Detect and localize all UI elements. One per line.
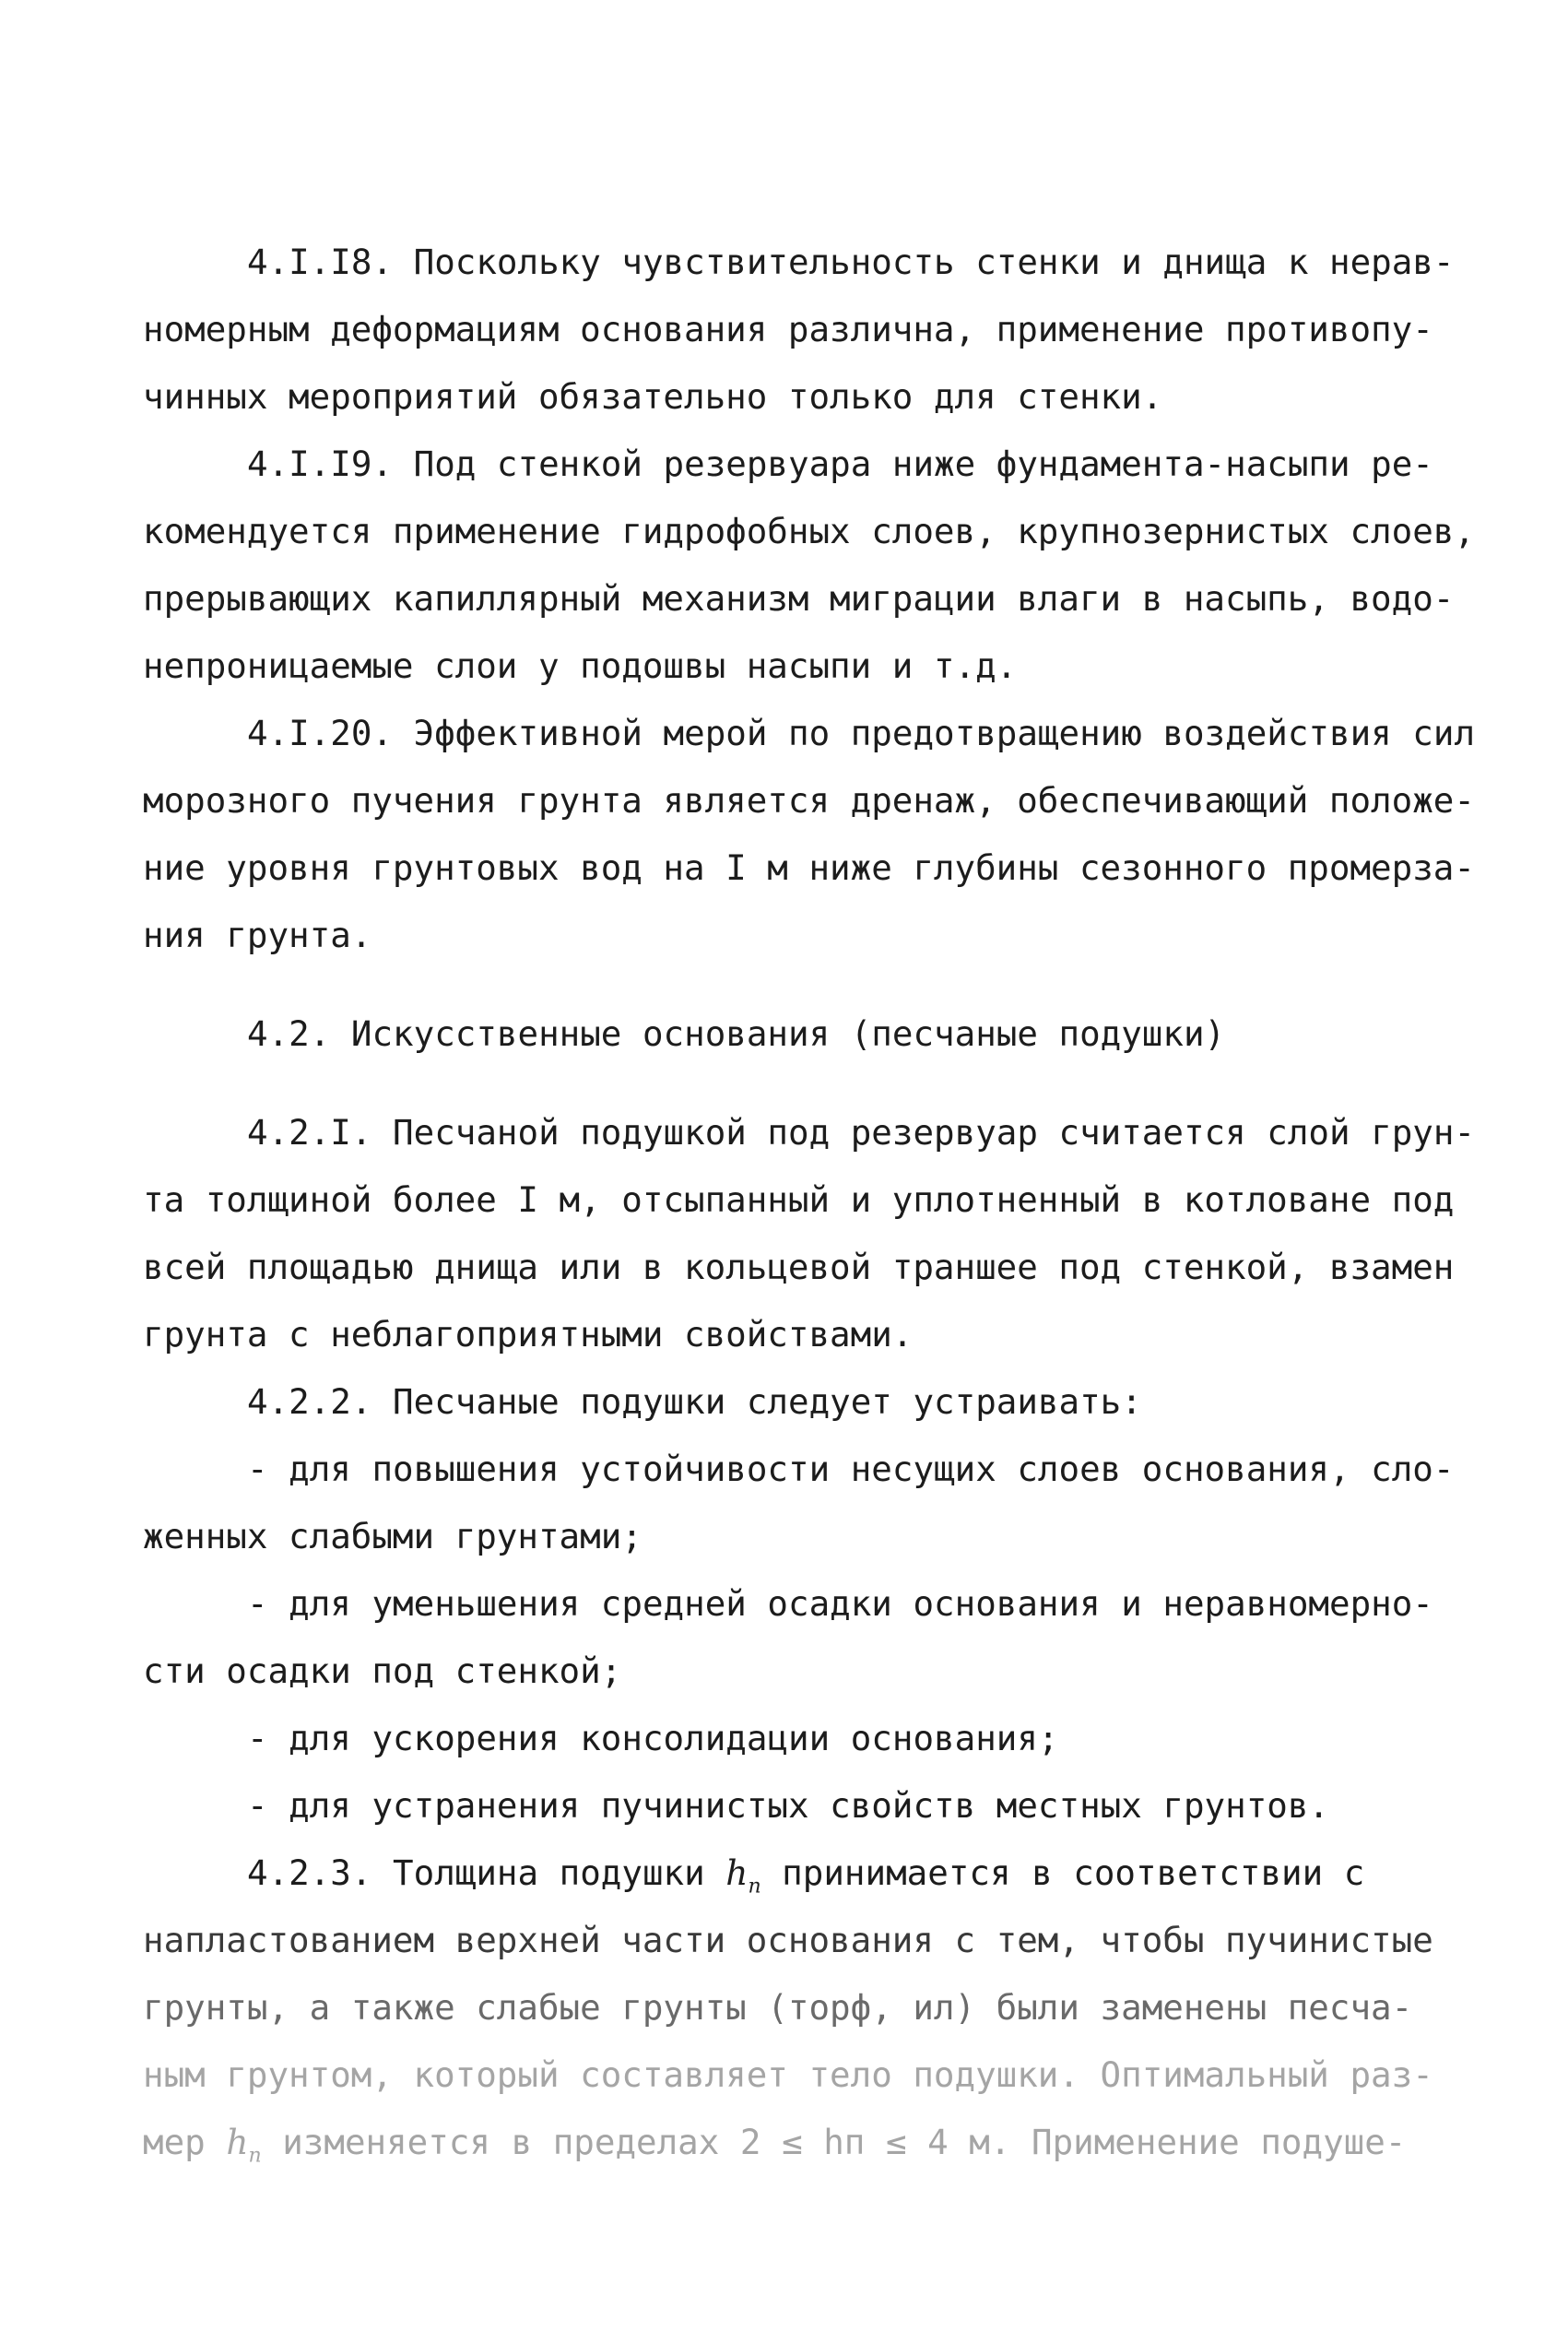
cushion-thickness-symbol-2 bbox=[226, 2122, 262, 2168]
paragraph-4-2-1-line-4: грунта с неблагоприятными свойствами. bbox=[143, 1314, 914, 1355]
bullet-line-5: - для ускорения консолидации основания; bbox=[247, 1718, 1059, 1758]
paragraph-4-2-3-line-4: ным грунтом, который составляет тело подушки. Оптимальный раз- bbox=[143, 2054, 1433, 2095]
cushion-thickness-letter: h bbox=[725, 1852, 749, 1893]
paragraph-4-1-20-line-1: 4.I.20. Эффективной мерой по предотвращению воздействия сил bbox=[247, 713, 1476, 753]
paragraph-4-2-3-line-2: напластованием верхней части основания с тем, чтобы пучинистые bbox=[143, 1920, 1433, 1960]
bullet-line-3: - для уменьшения средней осадки основания и неравномерно- bbox=[247, 1583, 1433, 1624]
paragraph-4-2-3-line-1 bbox=[143, 1840, 1433, 1907]
document-text bbox=[143, 229, 1476, 2176]
paragraph-4-2-3-line-5-end: изменяется в пределах 2 ≤ hп ≤ 4 м. Применение подуше- bbox=[261, 2122, 1407, 2162]
paragraph-4-2-3-line-1-start: 4.2.3. Толщина подушки bbox=[247, 1852, 726, 1893]
paragraph-4-1-20-line-4: ния грунта. bbox=[143, 915, 372, 955]
paragraph-4-1-18-line-2: номерным деформациям основания различна, применение противопу- bbox=[143, 309, 1433, 349]
paragraph-4-1-20-line-2: морозного пучения грунта является дренаж, обеспечивающий положе- bbox=[143, 780, 1475, 821]
paragraph-4-2-1-line-3: всей площадью днища или в кольцевой траншее под стенкой, взамен bbox=[143, 1247, 1455, 1287]
bullet-line-6: - для устранения пучинистых свойств местных грунтов. bbox=[247, 1785, 1329, 1826]
spacer bbox=[143, 969, 1433, 1000]
paragraph-4-2-1-line-2: та толщиной более I м, отсыпанный и уплотненный в котловане под bbox=[143, 1179, 1455, 1220]
paragraph-4-2-3-line-1-end: принимается в соответствии с bbox=[760, 1852, 1365, 1893]
paragraph-4-2-3-line-5 bbox=[143, 2109, 1433, 2176]
bullet-line-2: женных слабыми грунтами; bbox=[143, 1516, 643, 1556]
paragraph-4-1-19-line-3: прерывающих капиллярный механизм миграции влаги в насыпь, водо- bbox=[143, 578, 1455, 619]
cushion-thickness-subscript: п bbox=[748, 1875, 761, 1899]
paragraph-4-2-1-line-1: 4.2.I. Песчаной подушкой под резервуар считается слой грун- bbox=[247, 1112, 1476, 1153]
paragraph-4-1-18-line-1: 4.I.I8. Поскольку чувствительность стенки и днища к нерав- bbox=[247, 242, 1455, 282]
bullet-line-4: сти осадки под стенкой; bbox=[143, 1651, 622, 1691]
paragraph-4-2-3-line-5-start: мер bbox=[143, 2122, 227, 2162]
bullet-line-1: - для повышения устойчивости несущих слоев основания, сло- bbox=[247, 1449, 1455, 1489]
cushion-thickness-symbol bbox=[725, 1852, 761, 1899]
paragraph-4-2-3-line-3: грунты, а также слабые грунты (торф, ил) были заменены песча- bbox=[143, 1987, 1413, 2028]
paragraph-4-2-2: 4.2.2. Песчаные подушки следует устраивать: bbox=[247, 1381, 1142, 1422]
paragraph-4-1-18-line-3: чинных мероприятий обязательно только для стенки. bbox=[143, 376, 1163, 417]
paragraph-4-1-19-line-4: непроницаемые слои у подошвы насыпи и т.д. bbox=[143, 645, 1018, 686]
spacer bbox=[143, 1068, 1433, 1099]
cushion-thickness-subscript-2: п bbox=[248, 2144, 262, 2168]
section-heading: 4.2. Искусственные основания (песчаные подушки) bbox=[247, 1013, 1226, 1054]
paragraph-4-1-19-line-2: комендуется применение гидрофобных слоев, крупнозернистых слоев, bbox=[143, 511, 1475, 551]
cushion-thickness-letter-2: h bbox=[226, 2122, 249, 2162]
paragraph-4-1-20-line-3: ние уровня грунтовых вод на I м ниже глубины сезонного промерза- bbox=[143, 847, 1475, 888]
paragraph-4-1-19-line-1: 4.I.I9. Под стенкой резервуара ниже фундамента-насыпи ре- bbox=[247, 444, 1433, 484]
